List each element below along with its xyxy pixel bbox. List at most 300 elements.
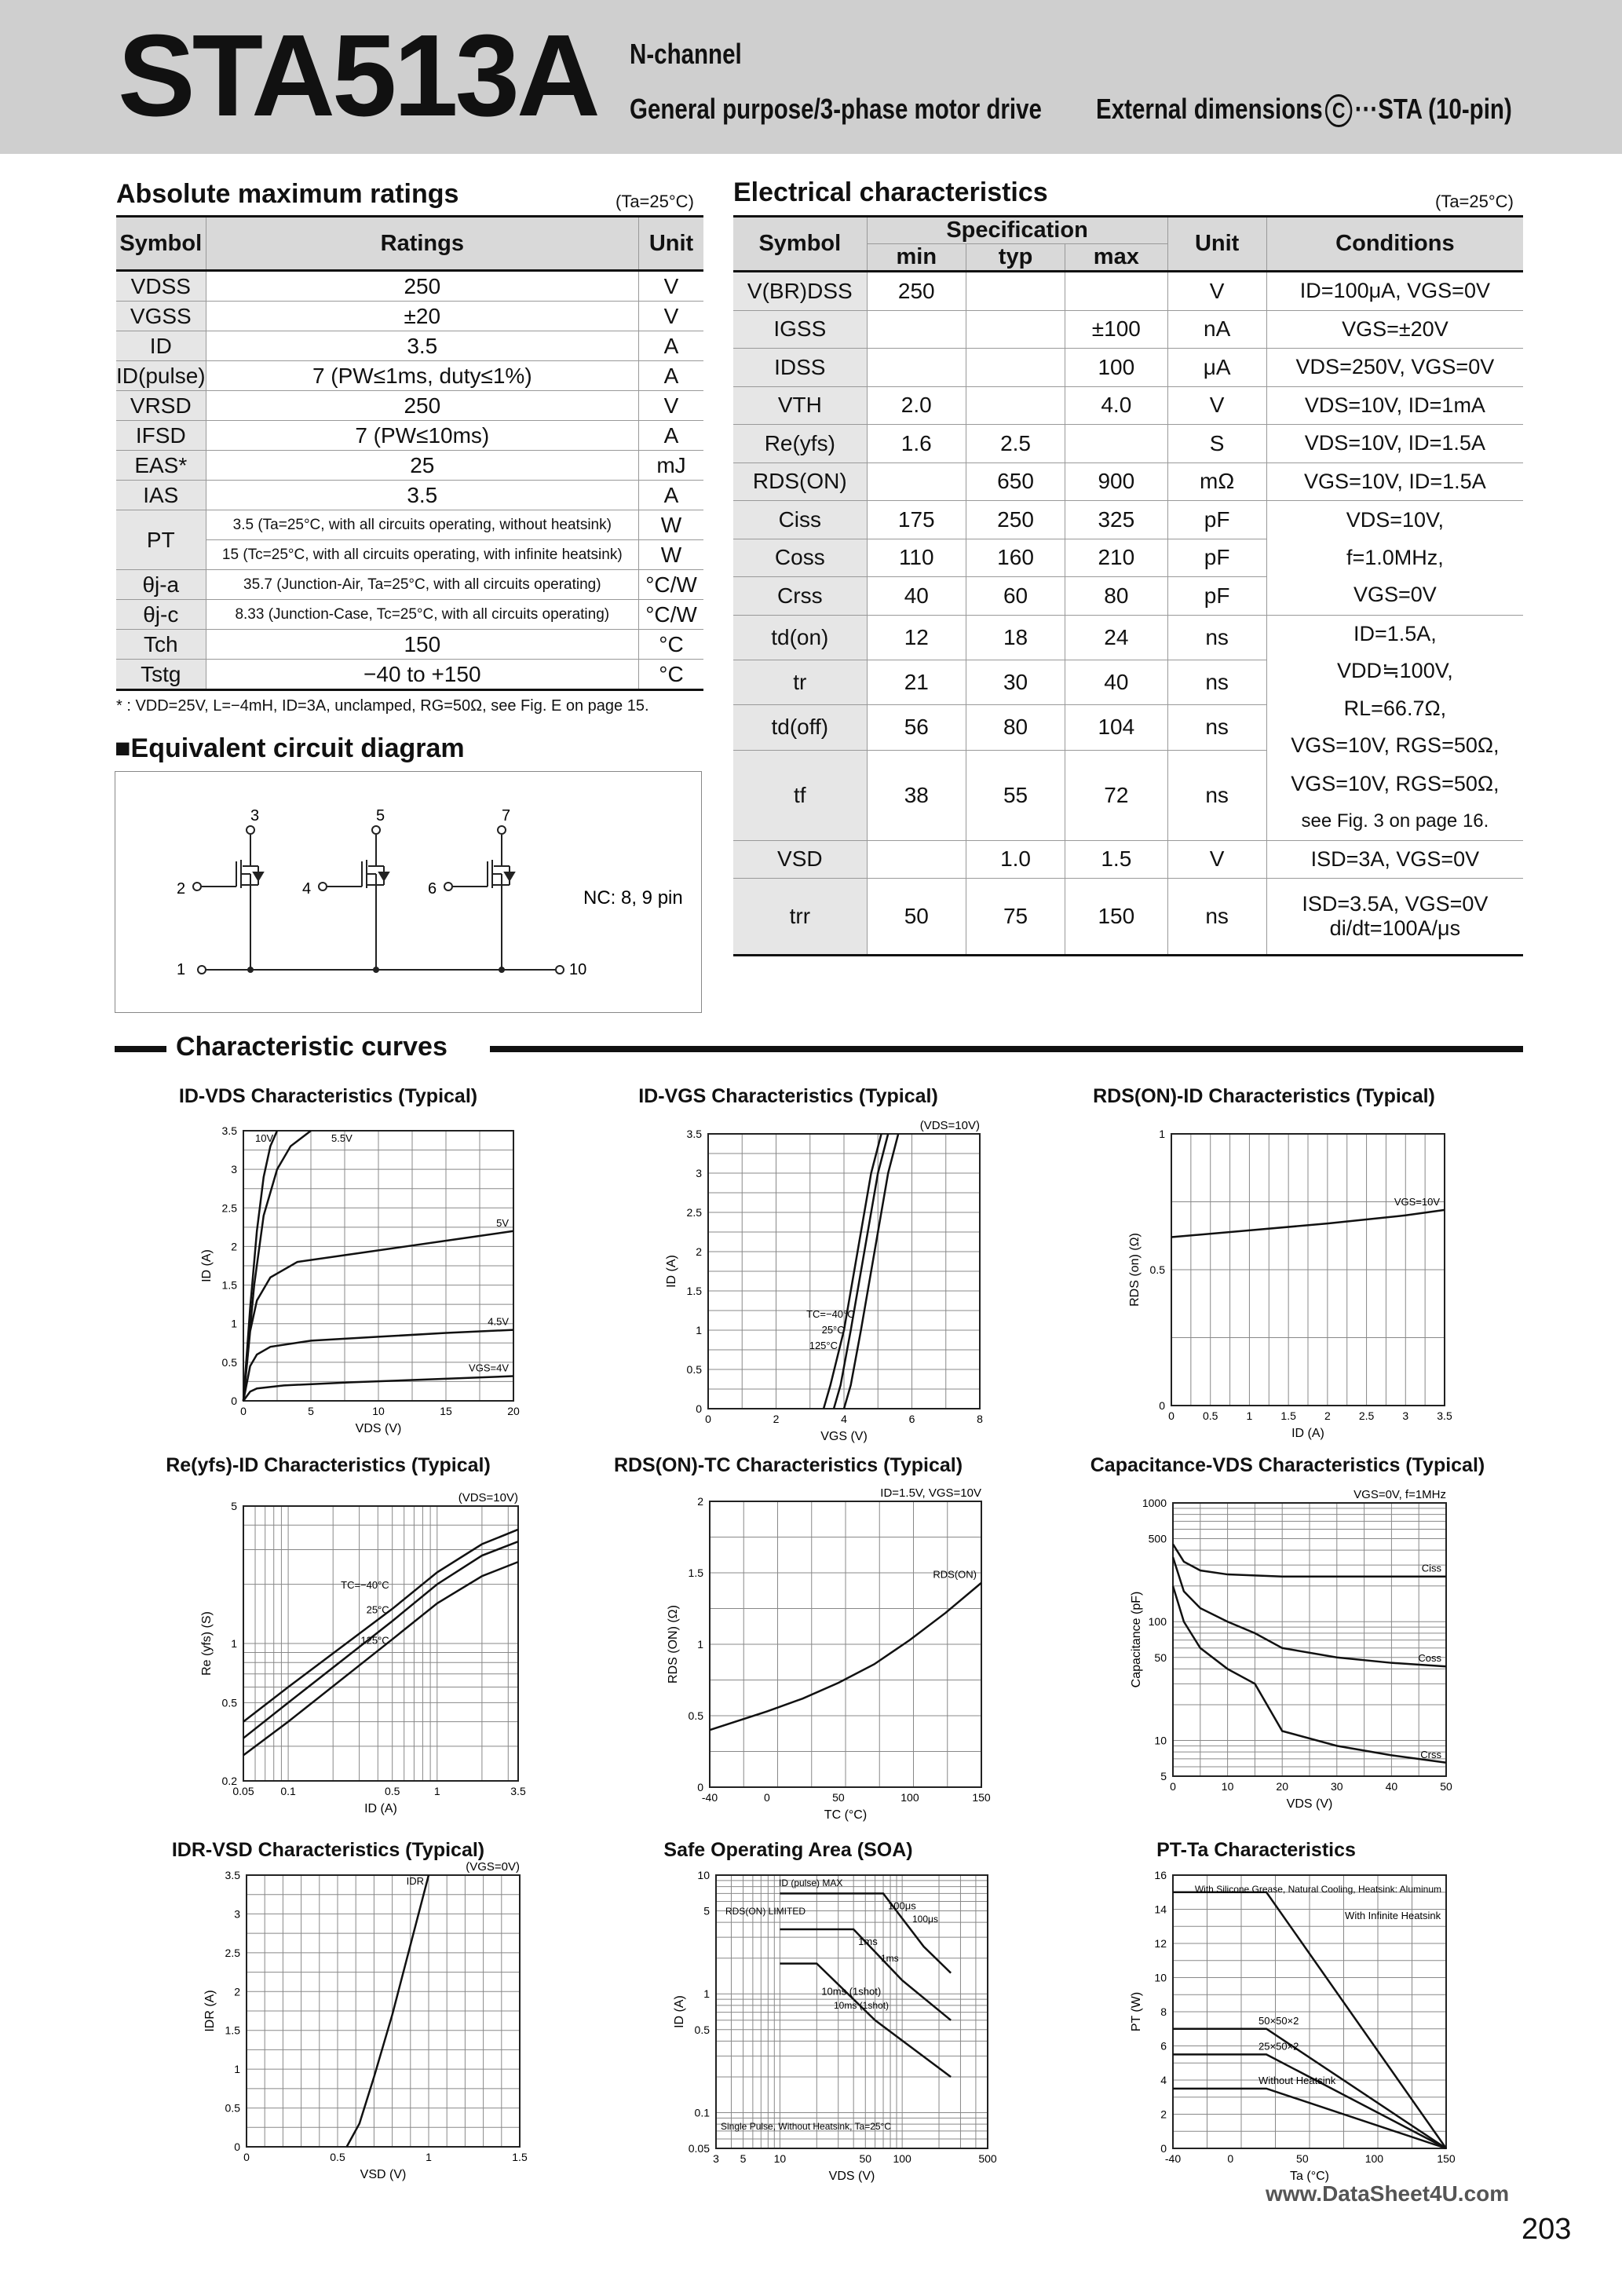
x-tick-label: 3.5	[510, 1785, 526, 1797]
y-tick-label: 5	[231, 1500, 237, 1512]
x-tick-label: 1	[426, 2151, 432, 2163]
series-line	[243, 1562, 518, 1755]
x-tick-label: 0.1	[280, 1785, 296, 1797]
y-tick-label: 0.5	[225, 2101, 240, 2115]
elec-unit: ns	[1167, 750, 1266, 840]
y-tick-label: 0.5	[688, 1709, 703, 1722]
elec-col-typ: typ	[966, 244, 1065, 272]
elec-max	[1065, 425, 1167, 463]
y-tick-label: 1	[234, 2063, 240, 2076]
elec-condition-line: ISD=3A, VGS=0V	[1310, 846, 1480, 871]
y-tick-label: 1.5	[686, 1285, 702, 1297]
mosfet-2	[319, 826, 389, 972]
elec-unit: pF	[1167, 539, 1266, 577]
abs-max-symbol: PT	[116, 510, 206, 570]
abs-max-unit: °C	[639, 660, 704, 690]
abs-max-rating: 7 (PW≤1ms, duty≤1%)	[206, 361, 638, 391]
x-tick-label: 0.05	[232, 1785, 254, 1797]
elec-col-max: max	[1065, 244, 1167, 272]
elec-min: 1.6	[867, 425, 966, 463]
circuit-title: ■Equivalent circuit diagram	[115, 733, 465, 763]
elec-conditions	[1266, 272, 1523, 311]
chart-title: Capacitance-VDS Characteristics (Typical)	[1090, 1454, 1485, 1476]
y-tick-label: 500	[1148, 1532, 1167, 1545]
pin-1-label: 1	[177, 961, 186, 978]
abs-max-row	[116, 451, 703, 481]
elec-condition-line: VGS=10V, ID=1.5A	[1304, 469, 1486, 493]
y-axis-label: ID (A)	[665, 1255, 678, 1288]
x-axis-label: VDS (V)	[828, 2170, 875, 2183]
page-number: 203	[1522, 2213, 1572, 2246]
mosfet-3	[444, 826, 514, 972]
abs-max-row	[116, 391, 703, 421]
elec-row	[733, 386, 1523, 425]
elec-condition-line: VGS=10V, RGS=50Ω,	[1291, 771, 1500, 795]
chart-svg	[199, 1856, 543, 2186]
elec-row	[733, 310, 1523, 349]
elec-conditions	[1266, 879, 1523, 956]
abs-max-symbol: IFSD	[116, 421, 206, 451]
x-tick-label: 0	[240, 1405, 247, 1417]
elec-unit: V	[1167, 840, 1266, 879]
abs-max-unit: °C	[639, 630, 704, 660]
x-tick-label: 30	[1331, 1780, 1343, 1793]
y-tick-label: 4	[1160, 2074, 1167, 2086]
x-tick-label: 1.5	[512, 2151, 528, 2163]
abs-max-title: Absolute maximum ratings	[116, 179, 459, 209]
abs-max-unit: V	[639, 302, 704, 331]
chart-annotation: ID=1.5V, VGS=10V	[880, 1486, 981, 1500]
abs-max-unit: V	[639, 271, 704, 302]
y-tick-label: 2.5	[221, 1201, 237, 1215]
chart-7	[669, 1856, 1011, 2188]
elec-condition-line: see Fig. 3 on page 16.	[1301, 810, 1489, 832]
x-axis-label: ID (A)	[1291, 1427, 1324, 1440]
elec-symbol: IGSS	[733, 310, 867, 349]
abs-max-symbol: θj-c	[116, 600, 206, 630]
elec-min	[867, 840, 966, 879]
abs-max-unit: mJ	[639, 451, 704, 481]
elec-max: ±100	[1065, 310, 1167, 349]
y-tick-label: 2	[231, 1240, 237, 1253]
abs-max-symbol: ID(pulse)	[116, 361, 206, 391]
elec-condition-line: VDS=10V, ID=1.5A	[1304, 431, 1485, 455]
x-tick-label: 0	[1227, 2152, 1234, 2165]
elec-symbol: IDSS	[733, 349, 867, 387]
elec-condition-line: RL=66.7Ω,	[1343, 696, 1447, 720]
elec-condition-line: ISD=3.5A, VGS=0V	[1302, 892, 1489, 916]
elec-col-conditions: Conditions	[1266, 217, 1523, 272]
chart-title: RDS(ON)-TC Characteristics (Typical)	[613, 1454, 963, 1476]
abs-max-row	[116, 600, 703, 630]
abs-max-unit: V	[639, 391, 704, 421]
elec-min: 50	[867, 879, 966, 956]
abs-max-symbol: VRSD	[116, 391, 206, 421]
elec-max: 210	[1065, 539, 1167, 577]
elec-conditions	[1266, 349, 1523, 387]
x-tick-label: 20	[507, 1405, 520, 1417]
x-tick-label: 3.5	[1437, 1409, 1452, 1422]
pin-4-label: 4	[302, 880, 312, 898]
elec-title: Electrical characteristics	[733, 177, 1048, 207]
y-axis-label: IDR (A)	[203, 1990, 217, 2032]
y-tick-label: 0.5	[221, 1696, 237, 1709]
x-tick-label: 0.5	[384, 1785, 400, 1797]
abs-max-rating: 3.5 (Ta=25°C, with all circuits operating, without heatsink)	[206, 510, 638, 540]
chart-0	[196, 1112, 537, 1440]
chart-svg	[663, 1483, 1005, 1826]
elec-col-min: min	[867, 244, 966, 272]
elec-col-symbol: Symbol	[733, 217, 867, 272]
elec-unit: ns	[1167, 879, 1266, 956]
elec-condition-line: ID=1.5A,	[1353, 621, 1437, 645]
y-tick-label: 5	[1160, 1770, 1167, 1782]
x-axis-label: ID (A)	[364, 1802, 397, 1815]
x-tick-label: 40	[1385, 1780, 1398, 1793]
elec-typ: 650	[966, 462, 1065, 501]
elec-symbol: Ciss	[733, 501, 867, 539]
elec-typ: 250	[966, 501, 1065, 539]
pin-6-label: 6	[428, 880, 437, 898]
elec-col-unit: Unit	[1167, 217, 1266, 272]
elec-conditions	[1266, 310, 1523, 349]
series-label: 25°C	[821, 1324, 845, 1336]
elec-row	[733, 272, 1523, 311]
watermark: www.DataSheet4U.com	[1266, 2181, 1510, 2206]
series-label: IDR	[406, 1875, 424, 1887]
elec-symbol: VSD	[733, 840, 867, 879]
elec-unit: ns	[1167, 615, 1266, 660]
elec-typ: 30	[966, 660, 1065, 704]
elec-unit: S	[1167, 425, 1266, 463]
y-axis-label: Capacitance (pF)	[1130, 1591, 1143, 1688]
abs-max-rating: 7 (PW≤10ms)	[206, 421, 638, 451]
circuit-svg	[115, 772, 701, 1012]
soa-label: 1ms	[881, 1953, 899, 1964]
elec-condition-line: VDD≒100V,	[1337, 659, 1453, 682]
x-tick-label: 10	[372, 1405, 385, 1417]
abs-max-rating: 15 (Tc=25°C, with all circuits operating, with infinite heatsink)	[206, 540, 638, 570]
x-tick-label: 15	[440, 1405, 452, 1417]
elec-max: 900	[1065, 462, 1167, 501]
y-tick-label: 0.5	[694, 2023, 710, 2036]
elec-row	[733, 501, 1523, 539]
abs-max-unit: A	[639, 331, 704, 361]
soa-label: ID (pulse) MAX	[779, 1877, 843, 1888]
pin-5-label: 5	[376, 807, 385, 824]
x-tick-label: 1	[433, 1785, 440, 1797]
x-axis-label: VDS (V)	[1286, 1797, 1333, 1811]
elec-max: 72	[1065, 750, 1167, 840]
elec-min: 40	[867, 577, 966, 616]
mosfet-1	[193, 826, 263, 972]
series-label: 125°C	[809, 1340, 838, 1351]
series-label: 4.5V	[488, 1315, 509, 1328]
abs-max-row	[116, 271, 703, 302]
elec-condition-line: ID=100μA, VGS=0V	[1299, 279, 1490, 303]
elec-typ: 2.5	[966, 425, 1065, 463]
elec-row	[733, 615, 1523, 660]
y-tick-label: 1000	[1142, 1497, 1167, 1509]
elec-unit: ns	[1167, 660, 1266, 704]
pin-2-label: 2	[177, 880, 186, 898]
series-label: TC=−40°C	[341, 1578, 389, 1591]
series-label: 5V	[496, 1216, 509, 1229]
elec-unit: pF	[1167, 577, 1266, 616]
elec-min	[867, 462, 966, 501]
chart-note: With Silicone Grease, Natural Cooling, Heatsink: Aluminum	[1194, 1884, 1441, 1895]
chart-2	[1124, 1115, 1468, 1445]
chart-svg	[1124, 1115, 1468, 1445]
y-tick-label: 0	[231, 1395, 237, 1407]
x-tick-label: 4	[841, 1413, 847, 1425]
y-tick-label: 0.5	[686, 1363, 702, 1376]
x-tick-label: 2	[1324, 1409, 1331, 1422]
chart-title: IDR-VSD Characteristics (Typical)	[171, 1839, 485, 1861]
elec-conditions	[1266, 501, 1523, 616]
abs-max-rating: 150	[206, 630, 638, 660]
abs-max-rating: 250	[206, 391, 638, 421]
chart-annotation: (VGS=0V)	[466, 1860, 520, 1874]
x-axis-label: VSD (V)	[360, 2168, 407, 2181]
abs-max-table	[116, 215, 703, 691]
elec-symbol: V(BR)DSS	[733, 272, 867, 311]
chart-annotation: VGS=0V, f=1MHz	[1353, 1488, 1446, 1501]
pin1-terminal	[198, 966, 206, 974]
x-tick-label: 100	[1364, 2152, 1384, 2165]
y-tick-label: 6	[1160, 2039, 1167, 2053]
x-tick-label: -40	[1164, 2152, 1182, 2165]
series-label: Without Heatsink	[1259, 2074, 1336, 2086]
elec-typ: 55	[966, 750, 1065, 840]
elec-max: 4.0	[1065, 386, 1167, 425]
y-tick-label: 16	[1154, 1869, 1167, 1881]
y-tick-label: 1	[697, 1638, 703, 1651]
chart-title: Safe Operating Area (SOA)	[663, 1839, 913, 1861]
soa-label: RDS(ON) LIMITED	[725, 1906, 806, 1917]
circuit-diagram	[115, 771, 702, 1013]
elec-row	[733, 840, 1523, 879]
abs-max-symbol: θj-a	[116, 570, 206, 600]
abs-max-symbol: VDSS	[116, 271, 206, 302]
chart-svg	[669, 1856, 1011, 2188]
x-tick-label: 3	[1402, 1409, 1409, 1422]
abs-max-symbol: Tch	[116, 630, 206, 660]
elec-unit: V	[1167, 272, 1266, 311]
chart-title: ID-VGS Characteristics (Typical)	[638, 1085, 938, 1107]
y-tick-label: 1.5	[225, 2024, 240, 2037]
x-axis-label: VGS (V)	[820, 1430, 868, 1443]
abs-max-row	[116, 630, 703, 660]
y-tick-label: 3.5	[221, 1124, 237, 1137]
pin-3-label: 3	[250, 807, 260, 824]
elec-min: 250	[867, 272, 966, 311]
series-label: 50×50×2	[1259, 2014, 1299, 2027]
x-tick-label: 2	[773, 1413, 780, 1425]
chart-note: Single Pulse, Without Heatsink, Ta=25°C	[721, 2121, 892, 2132]
elec-min: 110	[867, 539, 966, 577]
y-tick-label: 0	[234, 2141, 240, 2153]
x-tick-label: 2.5	[1358, 1409, 1375, 1422]
curves-rule-right	[490, 1046, 1523, 1052]
y-tick-label: 1	[1159, 1128, 1165, 1140]
y-tick-label: 10	[1154, 1734, 1167, 1747]
elec-min: 21	[867, 660, 966, 704]
elec-max: 104	[1065, 705, 1167, 750]
chart-annotation: (VDS=10V)	[919, 1119, 980, 1132]
abs-max-symbol: EAS*	[116, 451, 206, 481]
y-tick-label: 2	[696, 1245, 702, 1258]
elec-min: 56	[867, 705, 966, 750]
ext-dim-suffix: ···STA (10-pin)	[1354, 93, 1512, 125]
y-tick-label: 1	[703, 1987, 710, 2001]
abs-max-row	[116, 302, 703, 331]
y-axis-label: Re (yfs) (S)	[200, 1611, 214, 1676]
x-tick-label: 0.5	[1202, 1409, 1218, 1422]
elec-condition-line: VGS=10V, RGS=50Ω,	[1291, 733, 1500, 757]
pin-10-label: 10	[569, 961, 587, 978]
elec-typ: 60	[966, 577, 1065, 616]
x-tick-label: 3	[713, 2152, 719, 2165]
y-tick-label: 1	[231, 1317, 237, 1330]
y-axis-label: RDS (ON) (Ω)	[667, 1605, 680, 1684]
x-tick-label: 100	[901, 1791, 919, 1804]
elec-typ: 1.0	[966, 840, 1065, 879]
abs-max-rating: 25	[206, 451, 638, 481]
elec-min	[867, 310, 966, 349]
x-axis-label: Ta (°C)	[1290, 2170, 1329, 2183]
y-axis-label: RDS (on) (Ω)	[1128, 1233, 1142, 1307]
elec-typ: 80	[966, 705, 1065, 750]
elec-max: 100	[1065, 349, 1167, 387]
elec-unit: mΩ	[1167, 462, 1266, 501]
abs-max-row	[116, 510, 703, 540]
elec-unit: pF	[1167, 501, 1266, 539]
chart-5	[1126, 1484, 1470, 1815]
ext-dim-label: External dimensions	[1096, 93, 1323, 125]
elec-conditions	[1266, 840, 1523, 879]
elec-condition: (Ta=25°C)	[1435, 192, 1514, 211]
elec-row	[733, 349, 1523, 387]
elec-max: 150	[1065, 879, 1167, 956]
chart-title: Re(yfs)-ID Characteristics (Typical)	[166, 1454, 491, 1476]
curves-rule-left	[115, 1046, 166, 1052]
channel-type: N-channel	[630, 38, 742, 70]
soa-label: 10ms (1shot)	[834, 2000, 890, 2011]
application: General purpose/3-phase motor drive	[630, 93, 1042, 125]
abs-max-row	[116, 481, 703, 510]
chart-6	[199, 1856, 543, 2186]
elec-row	[733, 425, 1523, 463]
elec-unit: ns	[1167, 705, 1266, 750]
series-label: TC=−40°C	[806, 1308, 855, 1320]
series-label: Ciss	[1421, 1562, 1441, 1574]
elec-conditions	[1266, 462, 1523, 501]
chart-1	[661, 1115, 1003, 1448]
y-tick-label: 1.5	[221, 1278, 237, 1292]
x-tick-label: 0.5	[330, 2151, 345, 2163]
elec-condition-line: VDS=250V, VGS=0V	[1295, 355, 1495, 379]
x-tick-label: 100	[893, 2152, 911, 2165]
elec-row	[733, 462, 1523, 501]
elec-condition-line: f=1.0MHz,	[1346, 545, 1444, 569]
chart-title: PT-Ta Characteristics	[1156, 1839, 1356, 1861]
x-tick-label: 1	[1246, 1409, 1253, 1422]
series-label: RDS(ON)	[933, 1568, 977, 1581]
x-tick-label: 6	[908, 1413, 915, 1425]
abs-max-unit: A	[639, 421, 704, 451]
abs-max-footnote: * : VDD=25V, L=−4mH, ID=3A, unclamped, RG=50Ω, see Fig. E on page 15.	[116, 697, 649, 715]
abs-max-unit: °C/W	[639, 600, 704, 630]
col-symbol: Symbol	[116, 217, 206, 271]
x-axis-label: TC (°C)	[824, 1808, 868, 1822]
y-tick-label: 8	[1160, 2005, 1167, 2018]
nc-note: NC: 8, 9 pin	[583, 887, 683, 909]
part-number: STA513A	[118, 11, 597, 141]
abs-max-row	[116, 331, 703, 361]
y-tick-label: 10	[1154, 1971, 1167, 1984]
elec-max: 325	[1065, 501, 1167, 539]
y-tick-label: 2	[234, 1985, 240, 1998]
y-tick-label: 50	[1154, 1651, 1167, 1664]
abs-max-condition: (Ta=25°C)	[616, 192, 694, 211]
y-axis-label: PT (W)	[1130, 1991, 1143, 2032]
elec-symbol: Crss	[733, 577, 867, 616]
x-tick-label: 0	[705, 1413, 711, 1425]
x-tick-label: 10	[773, 2152, 787, 2165]
series-label: 125°C	[360, 1634, 389, 1647]
y-tick-label: 2.5	[686, 1206, 702, 1219]
elec-max	[1065, 272, 1167, 311]
elec-condition-line: VGS=0V	[1353, 583, 1437, 606]
series-label: Coss	[1418, 1652, 1441, 1665]
elec-symbol: td(on)	[733, 615, 867, 660]
elec-condition-line: VDS=10V,	[1346, 508, 1445, 532]
x-tick-label: 10	[1221, 1780, 1234, 1793]
x-tick-label: 1.5	[1280, 1409, 1296, 1422]
x-tick-label: 500	[978, 2152, 997, 2165]
elec-symbol: VTH	[733, 386, 867, 425]
elec-unit: nA	[1167, 310, 1266, 349]
elec-min: 175	[867, 501, 966, 539]
elec-symbol: tf	[733, 750, 867, 840]
abs-max-unit: W	[639, 540, 704, 570]
chart-title: RDS(ON)-ID Characteristics (Typical)	[1093, 1085, 1435, 1107]
elec-unit: V	[1167, 386, 1266, 425]
elec-symbol: tr	[733, 660, 867, 704]
series-label: 5.5V	[331, 1132, 353, 1144]
soa-label: 100μs	[912, 1914, 938, 1925]
elec-unit: μA	[1167, 349, 1266, 387]
elec-min	[867, 349, 966, 387]
abs-max-row	[116, 421, 703, 451]
elec-symbol: RDS(ON)	[733, 462, 867, 501]
elec-row	[733, 879, 1523, 956]
elec-max: 1.5	[1065, 840, 1167, 879]
elec-conditions	[1266, 425, 1523, 463]
elec-table-wrap	[733, 215, 1523, 956]
abs-max-rating: −40 to +150	[206, 660, 638, 690]
series-label: VGS=10V	[1394, 1195, 1440, 1208]
y-tick-label: 0	[696, 1402, 702, 1415]
series-label: 10ms (1shot)	[821, 1985, 882, 1998]
series-label: VGS=4V	[469, 1362, 509, 1374]
series-label: 25°C	[366, 1603, 389, 1616]
abs-max-unit: A	[639, 361, 704, 391]
abs-max-rating: 3.5	[206, 481, 638, 510]
chart-svg	[661, 1115, 1003, 1448]
abs-max-unit: A	[639, 481, 704, 510]
